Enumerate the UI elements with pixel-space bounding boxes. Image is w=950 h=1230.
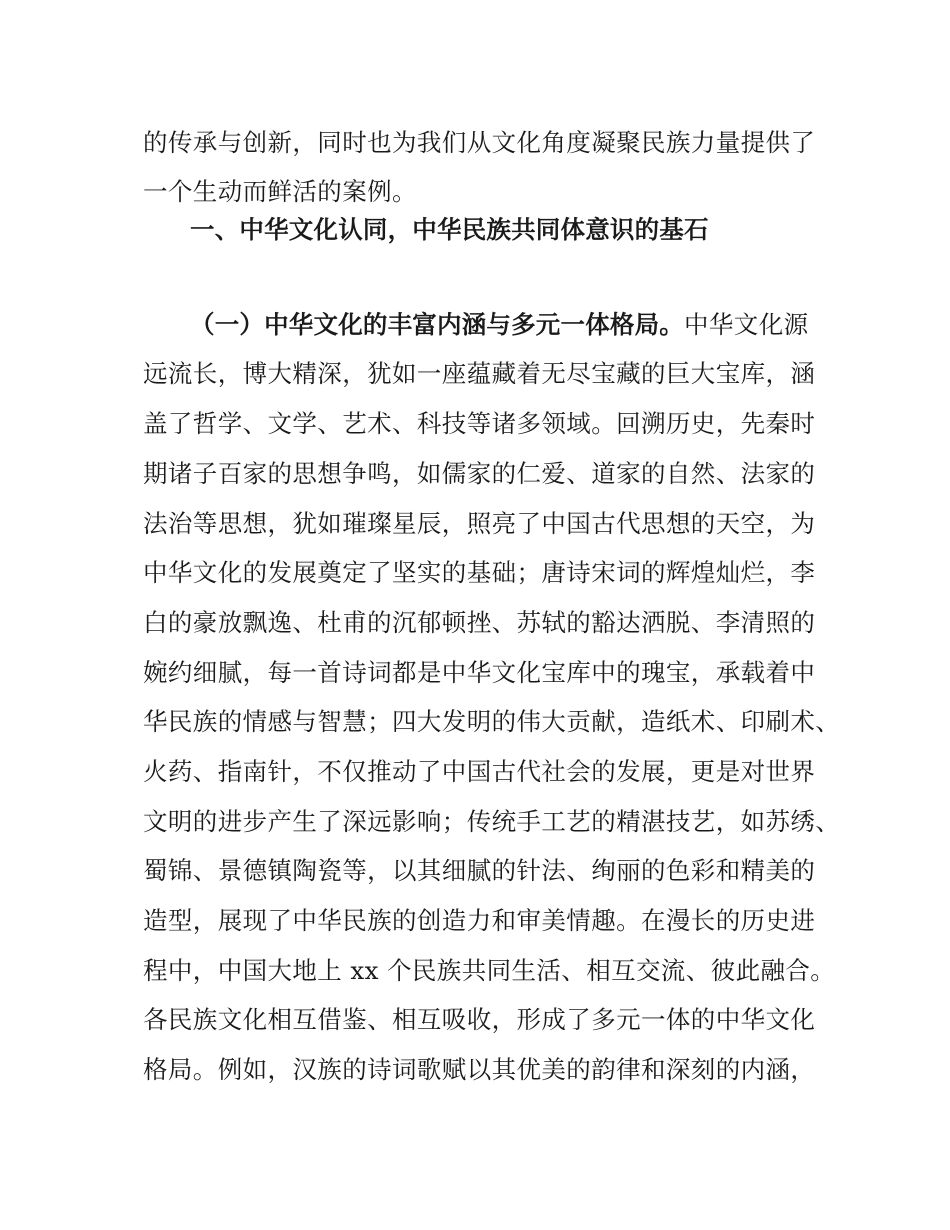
body-line-4: 法治等思想，犹如璀璨星辰，照亮了中国古代思想的天空，为 (143, 509, 816, 538)
body-line-12: 造型，展现了中华民族的创造力和审美情趣。在漫长的历史进 (143, 906, 816, 935)
body-line-14: 各民族文化相互借鉴、相互吸收，形成了多元一体的中华文化 (143, 1005, 816, 1034)
body-line-13: 程中，中国大地上 xx 个民族共同生活、相互交流、彼此融合。 (143, 956, 836, 985)
body-line-8: 华民族的情感与智慧；四大发明的伟大贡献，造纸术、印刷术、 (143, 707, 841, 736)
body-line-15: 格局。例如，汉族的诗词歌赋以其优美的韵律和深刻的内涵， (143, 1055, 816, 1084)
body-line-10: 文明的进步产生了深远影响；传统手工艺的精湛技艺，如苏绣、 (143, 807, 841, 836)
body-line-2: 盖了哲学、文学、艺术、科技等诸多领域。回溯历史，先秦时 (143, 409, 816, 438)
body-line-3: 期诸子百家的思想争鸣，如儒家的仁爱、道家的自然、法家的 (143, 459, 816, 488)
body-line-11: 蜀锦、景德镇陶瓷等，以其细腻的针法、绚丽的色彩和精美的 (143, 856, 816, 885)
intro-line-2: 一个生动而鲜活的案例。 (143, 177, 417, 206)
subsection-title: （一）中华文化的丰富内涵与多元一体格局。 (190, 310, 684, 339)
body-line-5: 中华文化的发展奠定了坚实的基础；唐诗宋词的辉煌灿烂，李 (143, 558, 816, 587)
intro-line-1: 的传承与创新，同时也为我们从文化角度凝聚民族力量提供了 (143, 128, 816, 157)
subsection-first-line (190, 309, 809, 341)
subsection-first-line-rest: 中华文化源 (684, 310, 809, 339)
body-line-6: 白的豪放飘逸、杜甫的沉郁顿挫、苏轼的豁达洒脱、李清照的 (143, 608, 816, 637)
body-line-9: 火药、指南针，不仅推动了中国古代社会的发展，更是对世界 (143, 757, 816, 786)
section-heading: 一、中华文化认同，中华民族共同体意识的基石 (190, 215, 709, 244)
body-line-7: 婉约细腻，每一首诗词都是中华文化宝库中的瑰宝，承载着中 (143, 658, 816, 687)
body-line-1: 远流长，博大精深，犹如一座蕴藏着无尽宝藏的巨大宝库，涵 (143, 359, 816, 388)
